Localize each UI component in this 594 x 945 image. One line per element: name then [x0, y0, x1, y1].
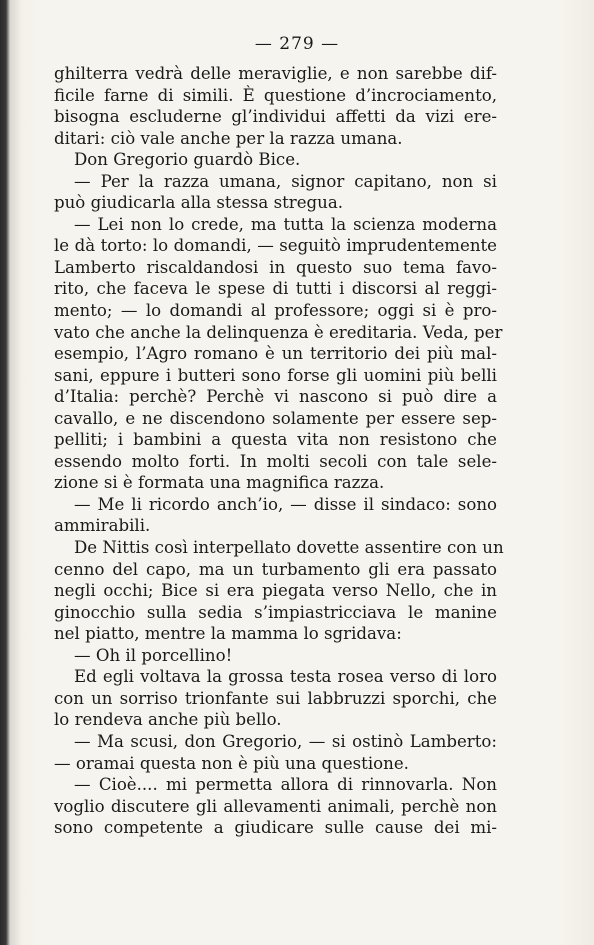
text-line: d’Italia: perchè? Perchè vi nascono si può dire a — [54, 387, 497, 407]
text-line: ammirabili. — [54, 516, 151, 536]
text-line: — Per la razza umana, signor capitano, non si — [74, 171, 497, 191]
text-line: pelliti; i bambini a questa vita non resistono che — [54, 430, 497, 450]
text-line: bisogna escluderne gl’individui affetti da vizi ere- — [54, 107, 497, 127]
text-line: — Me li ricordo anch’io, — disse il sindaco: sono — [74, 494, 497, 514]
text-line: rito, che faceva le spese di tutti i discorsi al reggi- — [54, 279, 497, 299]
body-text — [54, 63, 504, 839]
text-line: ditari: ciò vale anche per la razza umana. — [54, 128, 403, 148]
text-line: ficile farne di simili. È questione d’incrociamento, — [54, 85, 497, 105]
text-line: — oramai questa non è più una questione. — [54, 753, 409, 773]
text-line: sani, eppure i butteri sono forse gli uomini più belli — [54, 365, 497, 385]
text-line: De Nittis così interpellato dovette assentire con un — [74, 538, 504, 558]
text-line: le dà torto: lo domandi, — seguitò imprudentemente — [54, 236, 497, 256]
text-line: cenno del capo, ma un turbamento gli era passato — [54, 559, 497, 579]
text-line: sono competente a giudicare sulle cause dei mi- — [54, 818, 497, 838]
text-line: zione si è formata una magnifica razza. — [54, 473, 385, 493]
text-line: essendo molto forti. In molti secoli con tale sele- — [54, 451, 497, 471]
text-line: ghilterra vedrà delle meraviglie, e non sarebbe dif- — [54, 64, 497, 83]
text-line: — Ma scusi, don Gregorio, — si ostinò Lamberto: — [74, 731, 497, 751]
text-line: mento; — lo domandi al professore; oggi si è pro- — [54, 301, 497, 321]
text-line: — Cioè.... mi permetta allora di rinnovarla. Non — [74, 775, 497, 795]
text-line: nel piatto, mentre la mamma lo sgridava: — [54, 624, 402, 644]
page-number-header: — 279 — — [254, 34, 340, 54]
text-line: Ed egli voltava la grossa testa rosea verso di loro — [74, 667, 497, 687]
text-line: esempio, l’Agro romano è un territorio dei più mal- — [54, 344, 497, 364]
text-line: lo rendeva anche più bello. — [54, 710, 282, 730]
text-line: Lamberto riscaldandosi in questo suo tema favo- — [54, 257, 497, 277]
text-line: può giudicarla alla stessa stregua. — [54, 193, 344, 213]
text-line: negli occhi; Bice si era piegata verso Nello, che in — [54, 581, 497, 601]
text-line: — Lei non lo crede, ma tutta la scienza moderna — [74, 214, 497, 234]
text-line: ginocchio sulla sedia s’impiastricciava le manine — [54, 602, 497, 622]
text-line: — Oh il porcellino! — [74, 645, 233, 665]
text-line: cavallo, e ne discendono solamente per essere sep- — [54, 408, 497, 428]
text-line: vato che anche la delinquenza è ereditaria. Veda, per — [54, 322, 503, 342]
text-line: con un sorriso trionfante sui labbruzzi sporchi, che — [54, 688, 497, 708]
text-line: voglio discutere gli allevamenti animali, perchè non — [54, 796, 497, 816]
text-line: Don Gregorio guardò Bice. — [74, 150, 301, 170]
